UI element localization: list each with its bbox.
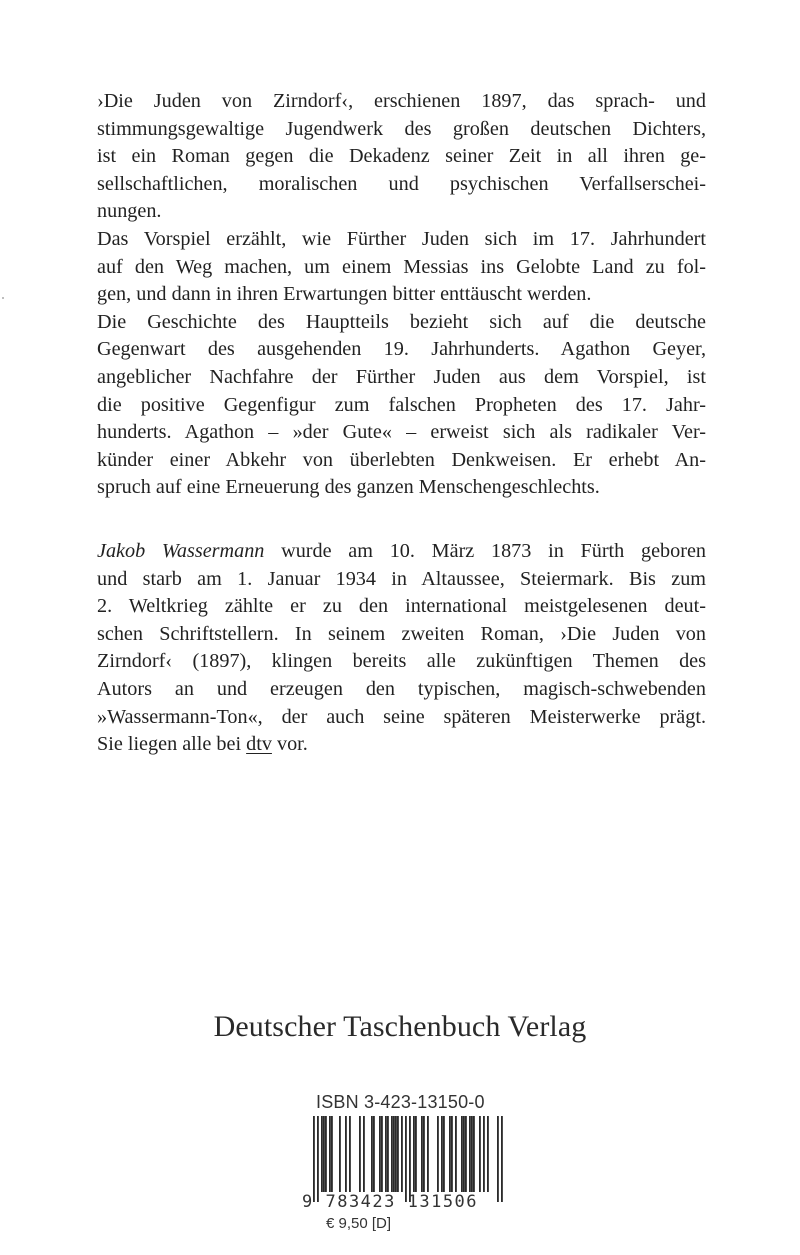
- barcode-bar: [345, 1116, 347, 1192]
- barcode-bar: [437, 1116, 439, 1192]
- bio-line: »Wassermann-Ton«, der auch seine späteren Meisterwerke prägt.: [97, 705, 706, 728]
- barcode-bar: [323, 1116, 325, 1192]
- barcode-bar: [449, 1116, 451, 1192]
- barcode-bar: [391, 1116, 393, 1192]
- barcode-bar: [471, 1116, 473, 1192]
- blurb-line: sellschaftlichen, moralischen und psychischen Verfallserschei-: [97, 172, 706, 195]
- barcode-bar: [339, 1116, 341, 1192]
- barcode-bar: [363, 1116, 365, 1192]
- blurb-text: [97, 88, 706, 502]
- barcode-bar: [423, 1116, 425, 1192]
- barcode-bar: [461, 1116, 463, 1192]
- barcode-bar: [313, 1116, 315, 1202]
- scan-speck: [2, 297, 4, 299]
- barcode-bar: [415, 1116, 417, 1192]
- bio-text: wurde am 10. März 1873 in Fürth geboren: [264, 540, 707, 562]
- barcode-bar: [331, 1116, 333, 1192]
- barcode-bar: [373, 1116, 375, 1192]
- barcode-bar: [501, 1116, 503, 1202]
- barcode-bar: [405, 1116, 407, 1202]
- barcode-bar: [487, 1116, 489, 1192]
- blurb-line: Gegenwart des ausgehenden 19. Jahrhunderts. Agathon Geyer,: [97, 338, 706, 361]
- blurb-line: gen, und dann in ihren Erwartungen bitter enttäuscht werden.: [97, 283, 592, 306]
- bio-line: und starb am 1. Januar 1934 in Altaussee, Steiermark. Bis zum: [97, 567, 706, 590]
- blurb-line: nungen.: [97, 200, 162, 223]
- barcode-bar: [329, 1116, 331, 1192]
- publisher-name: Deutscher Taschenbuch Verlag: [213, 1010, 587, 1043]
- barcode-bar: [455, 1116, 457, 1192]
- barcode-icon: [313, 1116, 503, 1202]
- barcode-bar: [479, 1116, 481, 1192]
- blurb-line: künder einer Abkehr von überlebten Denkweisen. Er erhebt An-: [97, 448, 706, 471]
- blurb-line: angeblicher Nachfahre der Fürther Juden aus dem Vorspiel, ist: [97, 365, 706, 388]
- bio-line: [97, 731, 706, 759]
- author-bio: [97, 538, 706, 759]
- barcode-bar: [413, 1116, 415, 1192]
- bio-line: Zirndorf‹ (1897), klingen bereits alle zukünftigen Themen des: [97, 650, 706, 673]
- barcode-bar: [409, 1116, 411, 1202]
- barcode-bar: [473, 1116, 475, 1192]
- bio-line: Autors an und erzeugen den typischen, magisch-schwebenden: [97, 677, 706, 700]
- dtv-logo: dtv: [246, 733, 272, 756]
- barcode-bar: [401, 1116, 403, 1192]
- isbn-label: ISBN 3-423-13150-0: [316, 1092, 485, 1112]
- author-name: Jakob Wassermann: [97, 540, 265, 562]
- blurb-line: die positive Gegenfigur zum falschen Propheten des 17. Jahr-: [97, 393, 706, 416]
- bio-text: Sie liegen alle bei: [97, 733, 247, 756]
- blurb-line: auf den Weg machen, um einem Messias ins Gelobte Land zu fol-: [97, 255, 706, 278]
- price: € 9,50 [D]: [326, 1215, 392, 1232]
- blurb-line: ›Die Juden von Zirndorf‹, erschienen 1897, das sprach- und: [97, 90, 706, 112]
- bio-line: [97, 538, 706, 566]
- barcode-bar: [397, 1116, 399, 1192]
- barcode-bar: [387, 1116, 389, 1192]
- barcode-bar: [443, 1116, 445, 1192]
- barcode-bar: [321, 1116, 323, 1192]
- barcode-bar: [497, 1116, 499, 1202]
- isbn-barcode-area: [300, 1092, 540, 1242]
- barcode-bar: [325, 1116, 327, 1192]
- barcode-bar: [465, 1116, 467, 1192]
- blurb-line: Das Vorspiel erzählt, wie Fürther Juden sich im 17. Jahrhundert: [97, 227, 706, 250]
- barcode-bar: [427, 1116, 429, 1192]
- barcode-bar: [385, 1116, 387, 1192]
- barcode-bar: [451, 1116, 453, 1192]
- blurb-line: stimmungsgewaltige Jugendwerk des großen deutschen Dichters,: [97, 117, 706, 140]
- barcode-bar: [463, 1116, 465, 1192]
- barcode-bar: [483, 1116, 485, 1192]
- blurb-line: ist ein Roman gegen die Dekadenz seiner Zeit in all ihren ge-: [97, 145, 706, 168]
- barcode-bar: [469, 1116, 471, 1192]
- blurb-line: hunderts. Agathon – »der Gute« – erweist sich als radikaler Ver-: [97, 421, 706, 444]
- bio-line: schen Schriftstellern. In seinem zweiten Roman, ›Die Juden von: [97, 622, 706, 645]
- barcode-bar: [393, 1116, 395, 1192]
- ean-digits: 9 783423 131506: [302, 1192, 479, 1212]
- barcode-bar: [359, 1116, 361, 1192]
- barcode-bar: [441, 1116, 443, 1192]
- barcode-bar: [421, 1116, 423, 1192]
- barcode-bar: [349, 1116, 351, 1192]
- barcode-bar: [381, 1116, 383, 1192]
- barcode-bar: [395, 1116, 397, 1192]
- blurb-line: Die Geschichte des Hauptteils bezieht sich auf die deutsche: [97, 310, 706, 333]
- blurb-line: spruch auf eine Erneuerung des ganzen Menschengeschlechts.: [97, 476, 600, 499]
- barcode-bar: [379, 1116, 381, 1192]
- bio-text: vor.: [271, 733, 308, 756]
- bio-line: 2. Weltkrieg zählte er zu den international meistgelesenen deut-: [97, 595, 706, 618]
- barcode-bar: [371, 1116, 373, 1192]
- barcode-bar: [317, 1116, 319, 1202]
